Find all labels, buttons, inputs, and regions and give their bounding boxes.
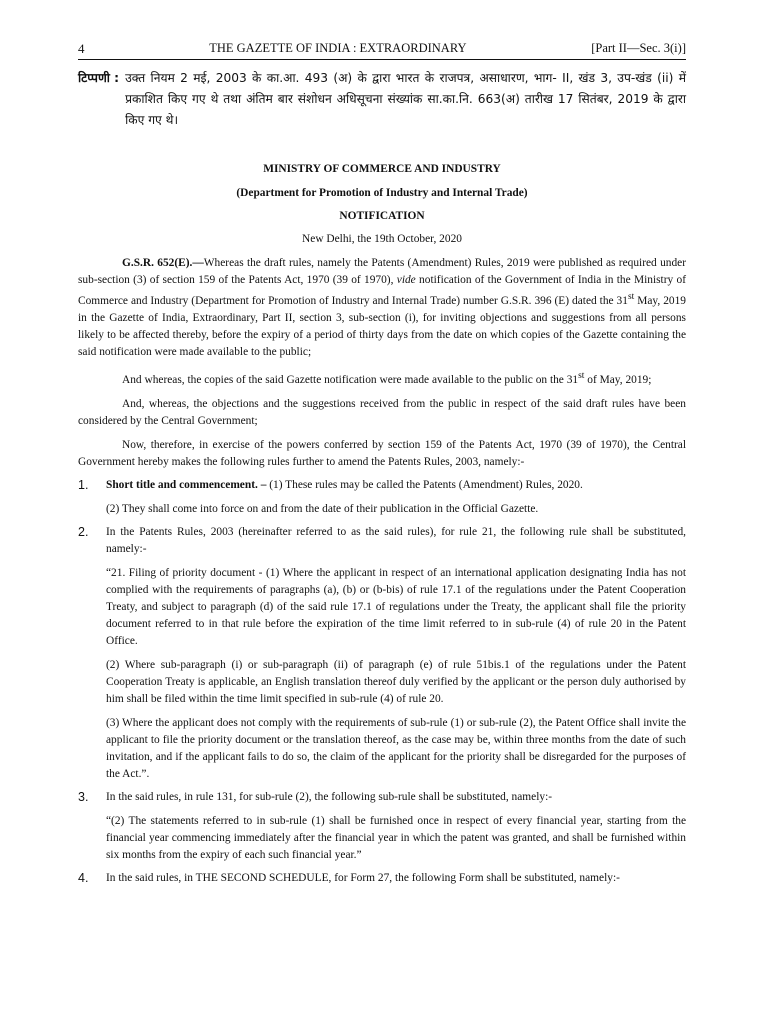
- place-date: New Delhi, the 19th October, 2020: [302, 233, 462, 245]
- rule-2-text: In the Patents Rules, 2003 (hereinafter referred to as the said rules), for rule 21, the following rule shall be substituted, namely:-: [106, 525, 686, 555]
- rule-3: [78, 789, 686, 806]
- rule-2: [78, 524, 686, 558]
- rule-1-heading: Short title and commencement. –: [106, 478, 267, 491]
- rule-2-number: 2.: [78, 524, 89, 539]
- rule-4: [78, 870, 686, 887]
- rule-1-subrule-2: (2) They shall come into force on and from the date of their publication in the Official Gazette.: [106, 502, 539, 515]
- rule-1: 1. Short title and commencement. – (1) These rules may be called the Patents (Amendment) Rules, 2020.: [78, 477, 583, 492]
- rule-1-number: 1.: [78, 477, 89, 492]
- hindi-note: [78, 68, 686, 131]
- ministry-heading: MINISTRY OF COMMERCE AND INDUSTRY: [263, 163, 501, 175]
- page-header: [78, 40, 686, 60]
- department-heading: (Department for Promotion of Industry and Internal Trade): [236, 187, 528, 199]
- preamble-paragraph-3: And, whereas, the objections and the suggestions received from the public in respect of the said draft rules have been considered by the Central Government;: [78, 397, 686, 427]
- preamble-paragraph-4: Now, therefore, in exercise of the powers conferred by section 159 of the Patents Act, 1970 (39 of 1970), the Central Government hereby makes the following rules further to amend the Patents Rules, 2003, namely:-: [78, 438, 686, 468]
- notification-heading: NOTIFICATION: [339, 210, 425, 222]
- rule-4-number: 4.: [78, 870, 89, 885]
- rule-21-subrule-1: “21. Filing of priority document - (1) Where the applicant in respect of an international application designating India has not complied with the requirements of paragraphs (a), (b) or (b-bis) of rule 17.1 of the regulations under the Patent Cooperation Treaty, and subject to paragraph (d) of the said rule 17.1 of regulations under the Treaty, the applicant shall file the priority document referred to in that rule before the expiration of the time limit referred to in sub-rule (4) of rule 20 in the Patent Office.: [106, 566, 686, 647]
- rule-131-subrule-2: “(2) The statements referred to in sub-rule (1) shall be furnished once in respect of every financial year, starting from the financial year commencing immediately after the financial year in which the patent was granted, and shall be furnished within six months from the expiry of each such financial year.”: [106, 814, 686, 861]
- rule-3-text: In the said rules, in rule 131, for sub-rule (2), the following sub-rule shall be substituted, namely:-: [106, 790, 553, 803]
- hindi-note-text: उक्त नियम 2 मई, 2003 के का.आ. 493 (अ) के द्वारा भारत के राजपत्र, असाधारण, भाग- II, खंड 3, उप-खंड (ii) में प्रकाशित किए गए थे तथा अंतिम बार संशोधन अधिसूचना संख्यांक सा.का.नि. 663(अ) तारीख 17 सितंबर, 2019 के द्वारा किए गए थे।: [125, 71, 686, 127]
- gsr-number: G.S.R. 652(E).—: [122, 257, 204, 269]
- page-number: 4: [78, 41, 85, 56]
- rule-21-subrule-2: (2) Where sub-paragraph (i) or sub-paragraph (ii) of paragraph (e) of rule 51bis.1 of the regulations under the Patent Cooperation Treaty is applicable, an English translation thereof duly verified by the applicant or the person duly authorised by him shall be filed within the time limit specified in sub-rule (4) of rule 20.: [106, 658, 686, 705]
- gazette-title: THE GAZETTE OF INDIA : EXTRAORDINARY: [209, 41, 467, 55]
- rule-3-number: 3.: [78, 789, 89, 804]
- hindi-note-label: टिप्पणी :: [78, 71, 120, 85]
- rule-21-subrule-3: (3) Where the applicant does not comply with the requirements of sub-rule (1) or sub-rule (2), the Patent Office shall invite the applicant to file the priority document or the translation thereof, as the case may be, within three months from the date of such invitation, and if the applicant fails to do so, the claim of the applicant for the priority shall be disregarded for the purposes of the Act.”.: [106, 716, 686, 780]
- preamble-paragraph-1: G.S.R. 652(E).—Whereas the draft rules, namely the Patents (Amendment) Rules, 2019 were published as required under sub-section (3) of section 159 of the Patents Act, 1970 (39 of 1970), vide notification of the Government of India in the Ministry of Commerce and Industry (Department for Promotion of Industry and Internal Trade) number G.S.R. 396 (E) dated the 31st May, 2019 in the Gazette of India, Extraordinary, Part II, section 3, sub-section (i), for inviting objections and suggestions from all persons likely to be affected thereby, before the expiry of a period of thirty days from the date on which copies of the Gazette containing the said notification were made available to the public;: [78, 257, 686, 358]
- rule-4-text: In the said rules, in THE SECOND SCHEDULE, for Form 27, the following Form shall be substituted, namely:-: [106, 871, 620, 884]
- part-section: [Part II—Sec. 3(i)]: [591, 41, 686, 55]
- preamble-paragraph-2: And whereas, the copies of the said Gazette notification were made available to the public on the 31st of May, 2019;: [122, 370, 652, 386]
